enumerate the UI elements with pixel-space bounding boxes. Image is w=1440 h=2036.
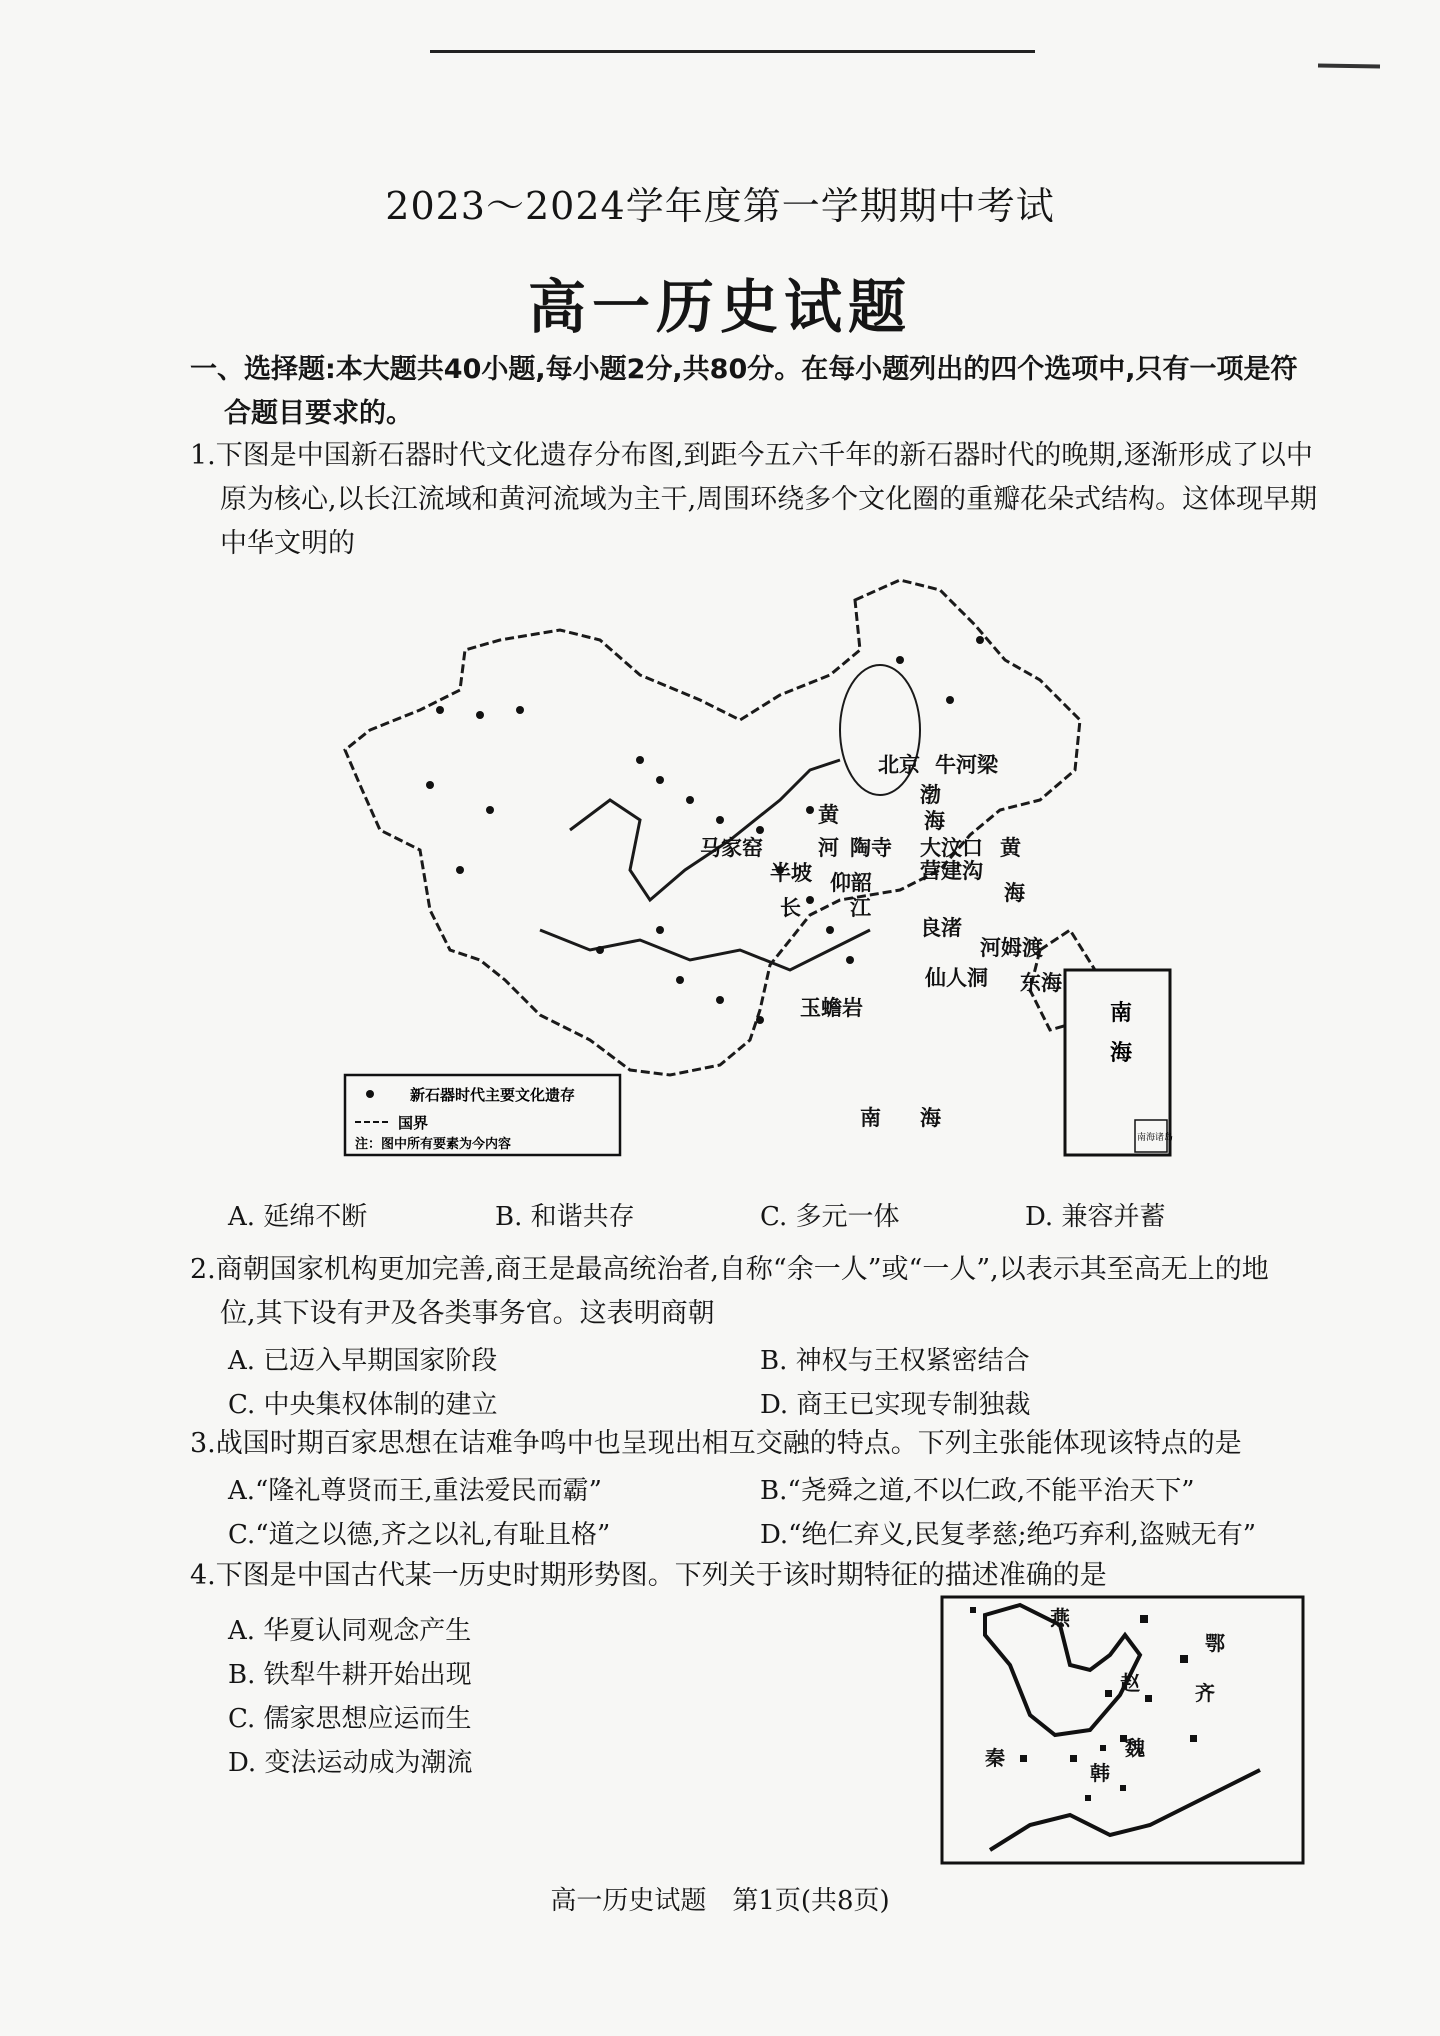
q3-option-b[interactable]: B.“尧舜之道,不以仁政,不能平治天下” <box>760 1476 1195 1506</box>
map2-label-han: 韩 <box>1090 1761 1110 1785</box>
q2-option-c[interactable]: C. 中央集权体制的建立 <box>228 1390 498 1420</box>
label-nanhai-2: 海 <box>920 1106 941 1130</box>
river-lines <box>540 760 870 970</box>
question-1-line-2: 原为核心,以长江流域和黄河流域为主干,周围环绕多个文化圈的重瓣花朵式结构。这体现早期 <box>220 484 1318 515</box>
q3-option-c[interactable]: C.“道之以德,齐之以礼,有耻且格” <box>228 1520 611 1550</box>
neolithic-sites-map <box>340 570 1180 1165</box>
warring-states-map <box>940 1595 1305 1865</box>
label-liangzhu: 良渚 <box>920 916 962 940</box>
label-niuheliang: 牛河梁 <box>935 753 998 777</box>
q3-option-d[interactable]: D.“绝仁弃义,民复孝慈;绝巧弃利,盗贼无有” <box>760 1520 1257 1550</box>
exam-year-heading: 2023～2024学年度第一学期期中考试 <box>385 184 1055 228</box>
label-xianrendong: 仙人洞 <box>925 966 988 990</box>
site-dots <box>426 636 984 1024</box>
section-line-1: 一、选择题:本大题共40小题,每小题2分,共80分。在每小题列出的四个选项中,只有一项是符 <box>190 354 1298 385</box>
page-footer: 高一历史试题 第1页(共8页) <box>550 1886 890 1916</box>
question-2-line-2: 位,其下设有尹及各类事务官。这表明商朝 <box>220 1298 715 1329</box>
label-majiayao: 马家窑 <box>700 836 763 860</box>
label-donghai: 东海 <box>1020 971 1062 995</box>
label-yangshao: 仰韶 <box>830 871 872 895</box>
question-2-line-1: 商朝国家机构更加完善,商王是最高统治者,自称“余一人”或“一人”,以表示其至高无上的地 <box>215 1254 1269 1285</box>
label-bohai-a: 渤 <box>920 783 941 807</box>
question-2 <box>190 1248 1320 1336</box>
question-1 <box>190 434 1320 566</box>
top-rule <box>430 50 1035 53</box>
question-4-line-1: 下图是中国古代某一历史时期形势图。下列关于该时期特征的描述准确的是 <box>215 1560 1107 1591</box>
question-3-number: 3. <box>190 1428 216 1459</box>
map1-labels <box>700 753 1063 1130</box>
question-3-line-1: 战国时期百家思想在诘难争鸣中也呈现出相互交融的特点。下列主张能体现该特点的是 <box>215 1428 1242 1459</box>
q1-option-b[interactable]: B. 和谐共存 <box>495 1202 635 1232</box>
inset-label-hai: 海 <box>1110 1041 1133 1066</box>
label-huanghai-a: 黄 <box>1000 836 1021 860</box>
map2-label-wei: 魏 <box>1125 1736 1145 1760</box>
question-1-number: 1. <box>190 440 216 471</box>
label-banpo: 半坡 <box>770 861 812 885</box>
label-he: 河 <box>818 836 839 860</box>
exam-title: 高一历史试题 <box>527 273 912 341</box>
legend-border-label: 国界 <box>398 1114 429 1132</box>
q4-option-b[interactable]: B. 铁犁牛耕开始出现 <box>228 1660 472 1690</box>
label-yuchanyan: 玉蟾岩 <box>800 996 863 1020</box>
map2-label-zhao: 赵 <box>1120 1671 1140 1695</box>
legend-site-label: 新石器时代主要文化遗存 <box>410 1086 576 1104</box>
corner-mark <box>1318 63 1380 68</box>
question-1-line-1: 下图是中国新石器时代文化遗存分布图,到距今五六千年的新石器时代的晚期,逐渐形成了以中 <box>215 440 1313 471</box>
inset-label-nan: 南 <box>1110 1001 1133 1026</box>
q2-option-b[interactable]: B. 神权与王权紧密结合 <box>760 1346 1030 1376</box>
label-huang-river: 黄 <box>818 803 839 827</box>
q4-option-a[interactable]: A. 华夏认同观念产生 <box>228 1616 472 1646</box>
map2-label-e: 鄂 <box>1205 1631 1225 1655</box>
label-jiang: 江 <box>850 896 871 920</box>
inset-label-islands: 南海诸岛 <box>1137 1133 1174 1143</box>
label-chang: 长 <box>780 896 801 920</box>
question-3 <box>190 1422 1320 1466</box>
q4-option-c[interactable]: C. 儒家思想应运而生 <box>228 1704 472 1734</box>
question-4-number: 4. <box>190 1560 216 1591</box>
label-hemudu: 河姆渡 <box>980 936 1043 960</box>
q3-option-a[interactable]: A.“隆礼尊贤而王,重法爱民而霸” <box>228 1476 602 1506</box>
label-taosi: 陶寺 <box>850 836 892 860</box>
q2-option-a[interactable]: A. 已迈入早期国家阶段 <box>228 1346 498 1376</box>
q1-option-c[interactable]: C. 多元一体 <box>760 1202 900 1232</box>
q2-option-d[interactable]: D. 商王已实现专制独裁 <box>760 1390 1031 1420</box>
label-huanghai-b: 海 <box>1004 881 1025 905</box>
section-line-2: 合题目要求的。 <box>224 398 413 429</box>
south-sea-inset <box>1065 970 1173 1155</box>
label-beijing: 北京 <box>878 753 920 777</box>
map2-label-yan: 燕 <box>1050 1606 1070 1630</box>
label-bohai-b: 海 <box>924 809 945 833</box>
map2-label-qin: 秦 <box>985 1746 1005 1770</box>
label-nanhai: 南 <box>860 1106 881 1130</box>
question-2-number: 2. <box>190 1254 216 1285</box>
section-instructions <box>190 348 1320 436</box>
map1-legend <box>345 1075 620 1155</box>
q1-option-a[interactable]: A. 延绵不断 <box>228 1202 368 1232</box>
map2-label-qi: 齐 <box>1195 1681 1215 1705</box>
legend-note: 注：图中所有要素为今内容 <box>355 1137 512 1152</box>
q1-option-d[interactable]: D. 兼容并蓄 <box>1025 1202 1166 1232</box>
question-4 <box>190 1554 1320 1598</box>
label-dongying: 营建沟 <box>920 859 983 883</box>
question-1-line-3: 中华文明的 <box>220 528 355 559</box>
q4-option-d[interactable]: D. 变法运动成为潮流 <box>228 1748 473 1778</box>
label-dawenkou: 大汶口 <box>920 836 983 860</box>
